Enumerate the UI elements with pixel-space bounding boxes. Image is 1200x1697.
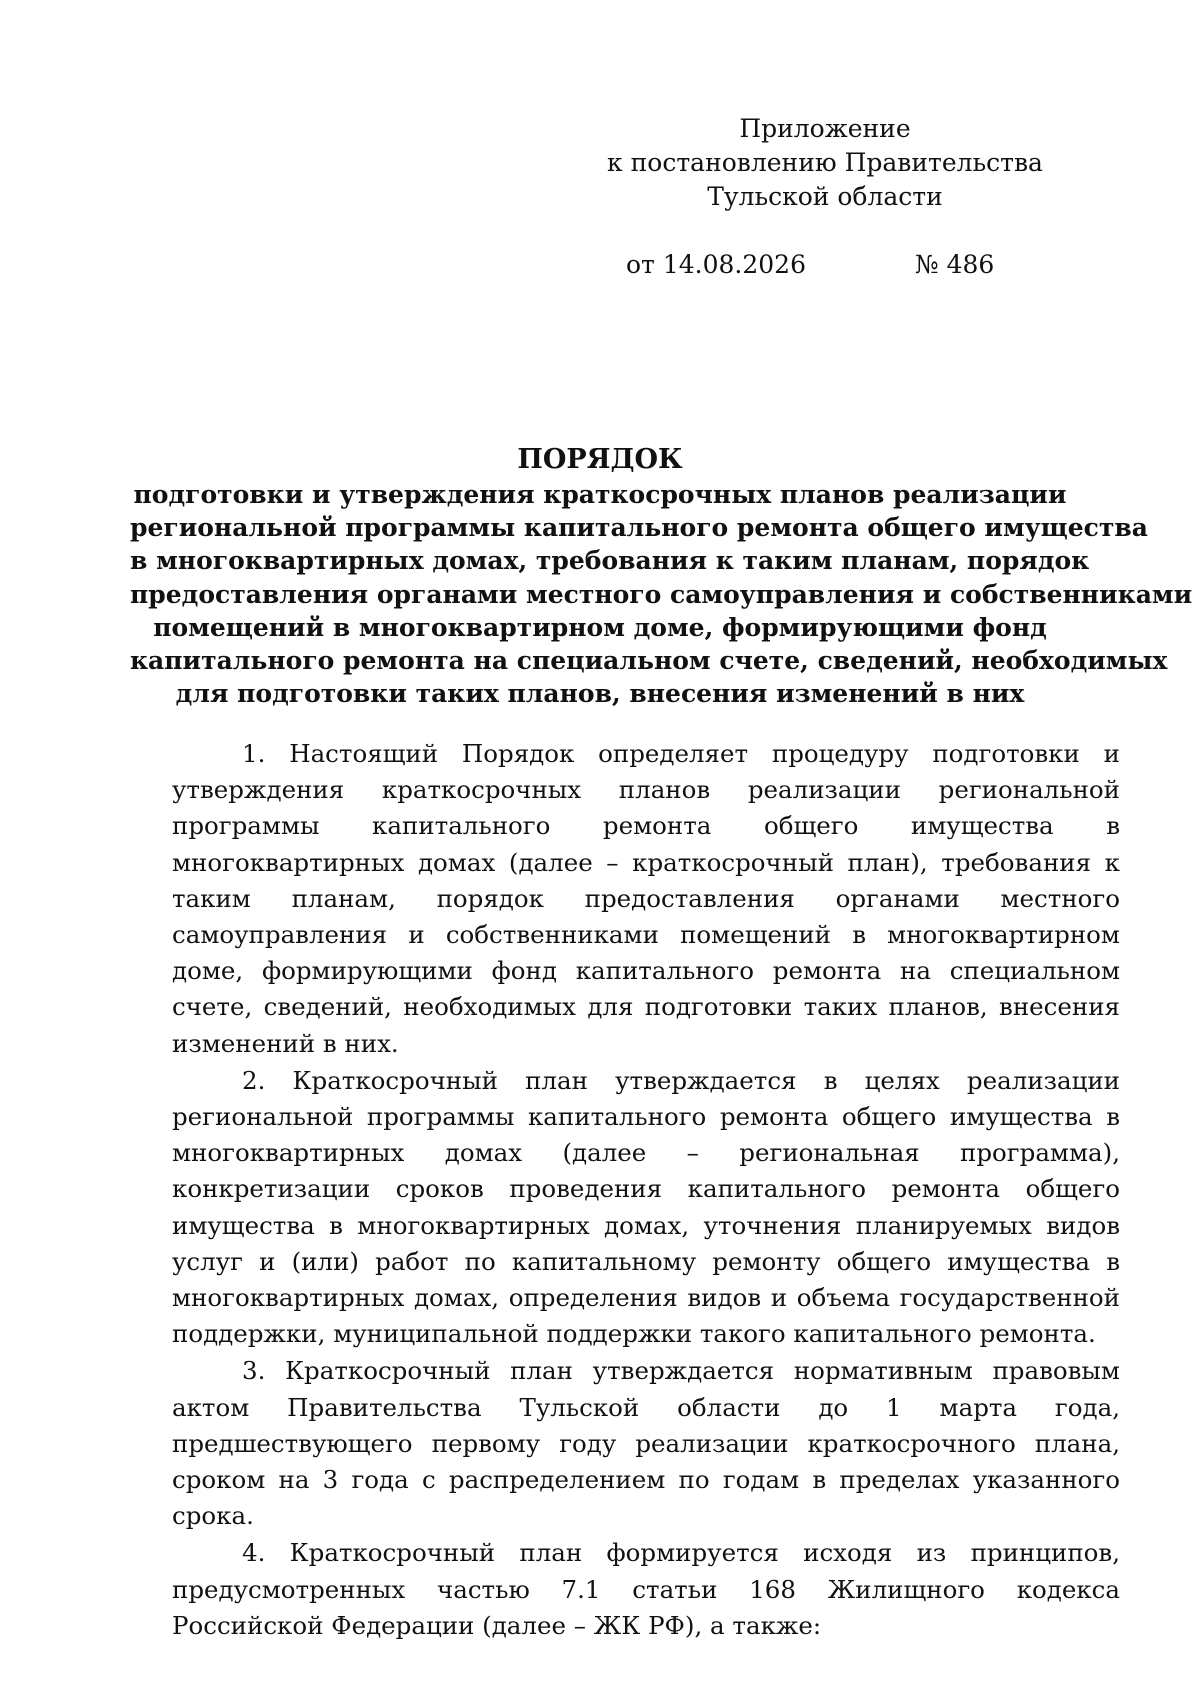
document-title: ПОРЯДОК [517,444,683,475]
paragraph-3: 3. Краткосрочный план утверждается нормативным правовым актом Правительства Тульской области до 1 марта года, предшествующего первому году реализации краткосрочного плана, сроком на 3 года с распределением по годам в пределах указанного срока. [172,1356,1120,1531]
title-subtitle-line: подготовки и утверждения краткосрочных планов реализации [133,480,1067,509]
title-subtitle-line: помещений в многоквартирном доме, формирующими фонд [153,612,1047,642]
title-subtitle-line: капитального ремонта на специальном счете, сведений, необходимых [130,646,1168,676]
document-body [172,736,1120,1645]
decree-number: № 486 [915,250,995,279]
title-subtitle-line: региональной программы капитального ремонта общего имущества [130,513,1148,543]
title-subtitle-line: предоставления органами местного самоуправления и собственниками [130,579,1193,609]
appendix-block [600,112,1050,214]
paragraph-4: 4. Краткосрочный план формируется исходя из принципов, предусмотренных частью 7.1 статьи 168 Жилищного кодекса Российской Федерации (далее – ЖК РФ), а также: [172,1538,1120,1640]
title-subtitle-line: в многоквартирных домах, требования к таким планам, порядок [130,546,1090,576]
appendix-line: Приложение [739,114,911,143]
appendix-line: к постановлению Правительства [607,148,1043,177]
appendix-line: Тульской области [707,182,943,211]
document-title-block [130,442,1193,710]
paragraph-2: 2. Краткосрочный план утверждается в целях реализации региональной программы капитального ремонта общего имущества в многоквартирных домах (далее – региональная программа), конкретизации сроков проведения капитального ремонта общего имущества в многоквартирных домах, уточнения планируемых видов услуг и (или) работ по капитальному ремонту общего имущества в многоквартирных домах, определения видов и объема государственной поддержки, муниципальной поддержки такого капитального ремонта. [172,1065,1120,1349]
decree-date: от 14.08.2026 [626,250,806,279]
title-subtitle-line: для подготовки таких планов, внесения изменений в них [175,679,1025,709]
paragraph-1: 1. Настоящий Порядок определяет процедуру подготовки и утверждения краткосрочных планов реализации региональной программы капитального ремонта общего имущества в многоквартирных домах (далее – краткосрочный план), требования к таким планам, порядок предоставления органами местного самоуправления и собственниками помещений в многоквартирном доме, формирующими фонд капитального ремонта на специальном счете, сведений, необходимых для подготовки таких планов, внесения изменений в них. [172,739,1120,1058]
